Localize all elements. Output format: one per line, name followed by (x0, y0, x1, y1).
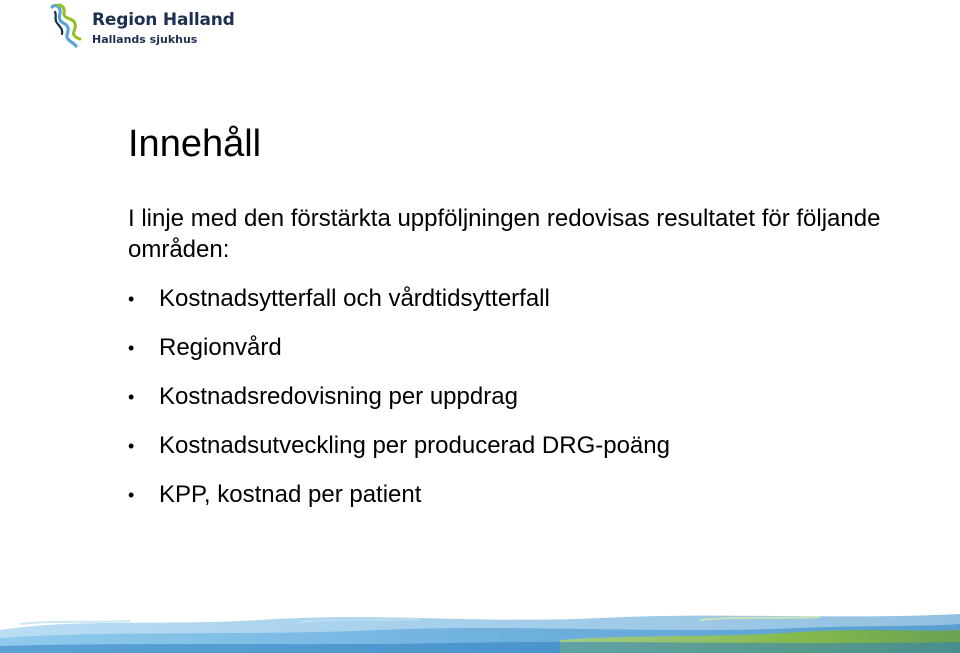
slide-title: Innehåll (128, 123, 262, 165)
bullet-dot: • (128, 289, 135, 309)
region-halland-logo-icon (46, 2, 90, 48)
bullet-text: Kostnadsytterfall och vårdtidsytterfall (159, 285, 550, 312)
region-halland-logo (46, 2, 236, 48)
bullet-text: Kostnadsredovisning per uppdrag (159, 383, 518, 410)
bullet-text: Regionvård (159, 334, 282, 361)
bullet-text: KPP, kostnad per patient (159, 481, 422, 508)
bullet-dot: • (128, 485, 135, 505)
bullet-dot: • (128, 338, 135, 358)
bullet-dot: • (128, 387, 135, 407)
intro-text: I linje med den förstärkta uppföljningen redovisas resultatet för följande områden: (128, 205, 881, 263)
bullet-dot: • (128, 436, 135, 456)
bullet-text: Kostnadsutveckling per producerad DRG-poäng (159, 432, 670, 459)
logo-name: Region Halland (92, 10, 235, 30)
logo-subtitle: Hallands sjukhus (92, 33, 198, 46)
watercolor-wave-icon (0, 600, 960, 653)
